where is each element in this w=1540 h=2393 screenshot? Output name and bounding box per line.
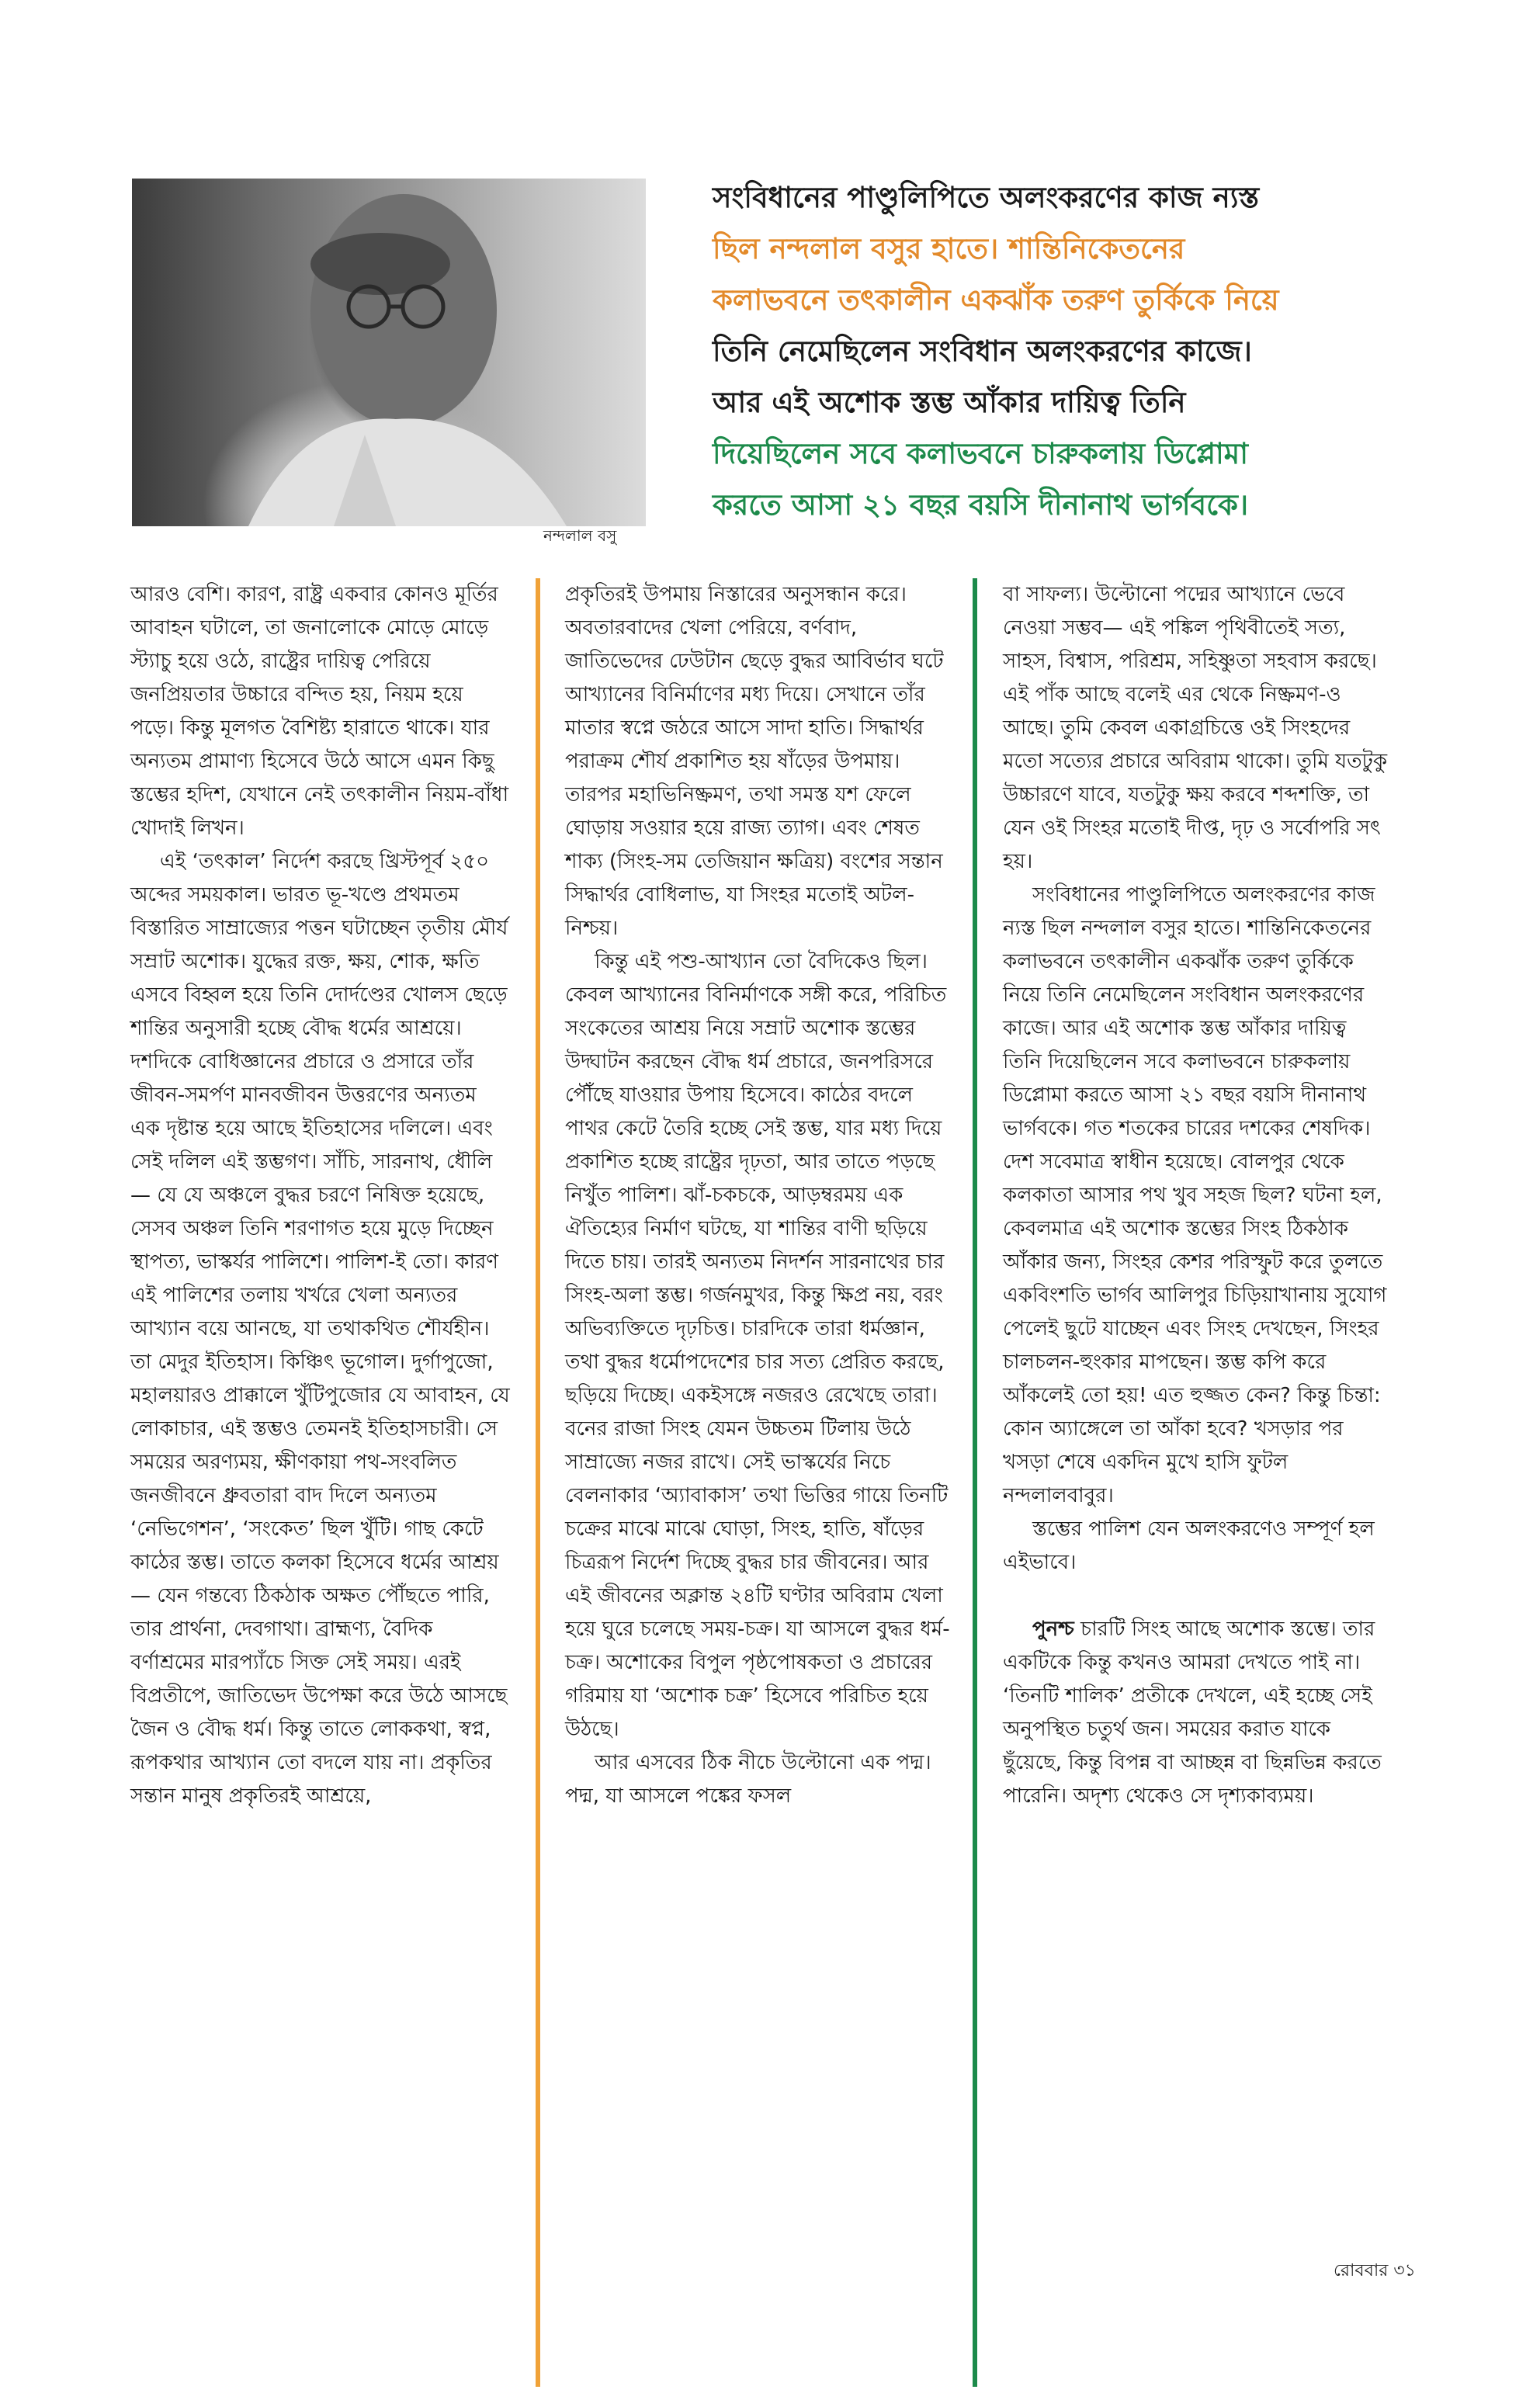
pull-quote-line: করতে আসা ২১ বছর বয়সি দীনানাথ ভার্গবকে।	[713, 488, 1249, 522]
postscript-lead: পুনশ্চ	[1032, 1618, 1074, 1641]
paragraph: কিন্তু এই পশু-আখ্যান তো বৈদিকেও ছিল। কেবল আখ্যানের বিনির্মাণকে সঙ্গী করে, পরিচিত সংকেতের আশ্রয় নিয়ে সম্রাট অশোক স্তম্ভের উদ্ঘাটন করছেন বৌদ্ধ ধর্ম প্রচারে, জনপরিসরে পৌঁছে যাওয়ার উপায় হিসেবে। কাঠের বদলে পাথর কেটে তৈরি হচ্ছে সেই স্তম্ভ, যার মধ্য দিয়ে প্রকাশিত হচ্ছে রাষ্ট্রের দৃঢ়তা, আর তাতে পড়ছে নিখুঁত পালিশ। ঝাঁ-চকচকে, আড়ম্বরময় এক ঐতিহ্যের নির্মাণ ঘটছে, যা শান্তির বাণী ছড়িয়ে দিতে চায়। তারই অন্যতম নিদর্শন সারনাথের চার সিংহ-অলা স্তম্ভ। গর্জনমুখর, কিন্তু ক্ষিপ্র নয়, বরং অভিব্যক্তিতে দৃঢ়চিত্ত। চারদিকে তারা ধর্মজ্ঞান, তথা বুদ্ধর ধর্মোপদেশের চার সত্য প্রেরিত করছে, ছড়িয়ে দিচ্ছে। একইসঙ্গে নজরও রেখেছে তারা। বনের রাজা সিংহ যেমন উচ্চতম টিলায় উঠে সাম্রাজ্যে নজর রাখে। সেই ভাস্কর্যের নিচে বেলনাকার ‘অ্যাবাকাস’ তথা ভিত্তির গায়ে তিনটি চক্রের মাঝে মাঝে ঘোড়া, সিংহ, হাতি, ষাঁড়ের চিত্ররূপ নির্দেশ দিচ্ছে বুদ্ধর চার জীবনের। আর এই জীবনের অক্লান্ত ২৪টি ঘণ্টার অবিরাম খেলা হয়ে ঘুরে চলেছে সময়-চক্র। যা আসলে বুদ্ধর ধর্ম-চক্র। অশোকের বিপুল পৃষ্ঠপোষকতা ও প্রচারের গরিমায় যা ‘অশোক চক্র’ হিসেবে পরিচিত হয়ে উঠছে।	[565, 950, 950, 1741]
paragraph: প্রকৃতিরই উপমায় নিস্তারের অনুসন্ধান করে। অবতারবাদের খেলা পেরিয়ে, বর্ণবাদ, জাতিভেদের ঢেউটান ছেড়ে বুদ্ধর আবির্ভাব ঘটে আখ্যানের বিনির্মাণের মধ্য দিয়ে। সেখানে তাঁর মাতার স্বপ্নে জঠরে আসে সাদা হাতি। সিদ্ধার্থর পরাক্রম শৌর্য প্রকাশিত হয় ষাঁড়ের উপমায়। তারপর মহাভিনিষ্ক্রমণ, তথা সমস্ত যশ ফেলে ঘোড়ায় সওয়ার হয়ে রাজ্য ত্যাগ। এবং শেষত শাক্য (সিংহ-সম তেজিয়ান ক্ষত্রিয়) বংশের সন্তান সিদ্ধার্থর বোধিলাভ, যা সিংহর মতোই অটল-নিশ্চয়।	[565, 583, 944, 940]
column-rule-green	[973, 578, 977, 2387]
paragraph: এই ‘তৎকাল’ নির্দেশ করছে খ্রিস্টপূর্ব ২৫০ অব্দের সময়কাল। ভারত ভূ-খণ্ডে প্রথমতম বিস্তারিত সাম্রাজ্যের পত্তন ঘটাচ্ছেন তৃতীয় মৌর্য সম্রাট অশোক। যুদ্ধের রক্ত, ক্ষয়, শোক, ক্ষতি এসবে বিহ্বল হয়ে তিনি দোর্দণ্ডের খোলস ছেড়ে শান্তির অনুসারী হচ্ছে বৌদ্ধ ধর্মের আশ্রয়ে। দশদিকে বোধিজ্ঞানের প্রচারে ও প্রসারে তাঁর জীবন-সমর্পণ মানবজীবন উত্তরণের অন্যতম এক দৃষ্টান্ত হয়ে আছে ইতিহাসের দলিলে। এবং সেই দলিল এই স্তম্ভগণ। সাঁচি, সারনাথ, ধৌলি— যে যে অঞ্চলে বুদ্ধর চরণে নিষিক্ত হয়েছে, সেসব অঞ্চল তিনি শরণাগত হয়ে মুড়ে দিচ্ছেন স্থাপত্য, ভাস্কর্যর পালিশে। পালিশ-ই তো। কারণ এই পালিশের তলায় খর্খরে খেলা অন্যতর আখ্যান বয়ে আনছে, যা তথাকথিত শৌর্যহীন। তা মেদুর ইতিহাস। কিঞ্চিৎ ভূগোল। দুর্গাপুজো, মহালয়ারও প্রাক্কালে খুঁটিপুজোর যে আবাহন, যে লোকাচার, এই স্তম্ভও তেমনই ইতিহাসচারী। সে সময়ের অরণ্যময়, ক্ষীণকায়া পথ-সংবলিত জনজীবনে ধ্রুবতারা বাদ দিলে অন্যতম ‘নেভিগেশন’, ‘সংকেত’ ছিল খুঁটি। গাছ কেটে কাঠের স্তম্ভ। তাতে কলকা হিসেবে ধর্মের আশ্রয়— যেন গন্তব্যে ঠিকঠাক অক্ষত পৌঁছতে পারি, তার প্রার্থনা, দেবগাথা। ব্রাহ্মণ্য, বৈদিক বর্ণাশ্রমের মারপ্যাঁচে সিক্ত সেই সময়। এরই বিপ্রতীপে, জাতিভেদ উপেক্ষা করে উঠে আসছে জৈন ও বৌদ্ধ ধর্ম। কিন্তু তাতে লোককথা, স্বপ্ন, রূপকথার আখ্যান তো বদলে যায় না। প্রকৃতির সন্তান মানুষ প্রকৃতিরই আশ্রয়ে,	[130, 850, 510, 1808]
paragraph: সংবিধানের পাণ্ডুলিপিতে অলংকরণের কাজ ন্যস্ত ছিল নন্দলাল বসুর হাতে। শান্তিনিকেতনের কলাভবনে তৎকালীন একঝাঁক তরুণ তুর্কিকে নিয়ে তিনি নেমেছিলেন সংবিধান অলংকরণের কাজে। আর এই অশোক স্তম্ভ আঁকার দায়িত্ব তিনি দিয়েছিলেন সবে কলাভবনে চারুকলায় ডিপ্লোমা করতে আসা ২১ বছর বয়সি দীনানাথ ভার্গবকে। গত শতকের চারের দশকের শেষদিক। দেশ সবেমাত্র স্বাধীন হয়েছে। বোলপুর থেকে কলকাতা আসার পথ খুব সহজ ছিল? ঘটনা হল, কেবলমাত্র এই অশোক স্তম্ভের সিংহ ঠিকঠাক আঁকার জন্য, সিংহর কেশর পরিস্ফুট করে তুলতে একবিংশতি ভার্গব আলিপুর চিড়িয়াখানায় সুযোগ পেলেই ছুটে যাচ্ছেন এবং সিংহ দেখছেন, সিংহর চালচলন-হুংকার মাপছেন। স্তম্ভ কপি করে আঁকলেই তো হয়! এত হুজ্জত কেন? কিন্তু চিন্তা: কোন অ্যাঙ্গেলে তা আঁকা হবে? খসড়ার পর খসড়া শেষে একদিন মুখে হাসি ফুটল নন্দলালবাবুর।	[1003, 883, 1387, 1507]
portrait-photo	[132, 179, 646, 526]
article-column-3	[1003, 578, 1391, 1813]
paragraph: স্তম্ভের পালিশ যেন অলংকরণেও সম্পূর্ণ হল এইভাবে।	[1003, 1517, 1375, 1574]
column-rule-orange	[536, 578, 540, 2387]
portrait-figure	[132, 179, 646, 526]
paragraph: আর এসবের ঠিক নীচে উল্টোনো এক পদ্ম। পদ্ম, যা আসলে পঙ্কের ফসল	[565, 1751, 931, 1808]
paragraph: বা সাফল্য। উল্টোনো পদ্মের আখ্যানে ভেবে নেওয়া সম্ভব— এই পঙ্কিল পৃথিবীতেই সত্য, সাহস, বিশ্বাস, পরিশ্রম, সহিষ্ণুতা সহবাস করছে। এই পাঁক আছে বলেই এর থেকে নিষ্ক্রমণ-ও আছে। তুমি কেবল একাগ্রচিত্তে ওই সিংহদের মতো সত্যের প্রচারে অবিরাম থাকো। তুমি যতটুকু উচ্চারণে যাবে, যতটুকু ক্ষয় করবে শব্দশক্তি, তা যেন ওই সিংহর মতোই দীপ্ত, দৃঢ় ও সর্বোপরি সৎ হয়।	[1003, 583, 1388, 873]
pull-quote-line: সংবিধানের পাণ্ডুলিপিতে অলংকরণের কাজ ন্যস্ত	[713, 181, 1260, 214]
article-column-2	[565, 578, 957, 1813]
postscript-text: চারটি সিংহ আছে অশোক স্তম্ভে। তার একটিকে কিন্তু কখনও আমরা দেখতে পাই না। ‘তিনটি শালিক’ প্রতীকে দেখলে, এই হচ্ছে সেই অনুপস্থিত চতুর্থ জন। সময়ের করাত যাকে ছুঁয়েছে, কিন্তু বিপন্ন বা আচ্ছন্ন বা ছিন্নভিন্ন করতে পারেনি। অদৃশ্য থেকেও সে দৃশ্যকাব্যময়।	[1003, 1618, 1382, 1808]
postscript-paragraph	[1003, 1613, 1391, 1813]
paragraph: আরও বেশি। কারণ, রাষ্ট্র একবার কোনও মূর্তির আবাহন ঘটালে, তা জনালোকে মোড়ে মোড়ে স্ট্যাচু হয়ে ওঠে, রাষ্ট্রের দায়িত্ব পেরিয়ে জনপ্রিয়তার উচ্চারে বন্দিত হয়, নিয়ম হয়ে পড়ে। কিন্তু মূলগত বৈশিষ্ট্য হারাতে থাকে। যার অন্যতম প্রামাণ্য হিসেবে উঠে আসে এমন কিছু স্তম্ভের হদিশ, যেখানে নেই তৎকালীন নিয়ম-বাঁধা খোদাই লিখন।	[130, 583, 509, 840]
pull-quote-line: আর এই অশোক স্তম্ভ আঁকার দায়িত্ব তিনি	[713, 386, 1186, 419]
pull-quote-line: তিনি নেমেছিলেন সংবিধান অলংকরণের কাজে।	[713, 335, 1252, 368]
pull-quote-line: ছিল নন্দলাল বসুর হাতে। শান্তিনিকেতনের	[713, 232, 1185, 265]
pull-quote-line: কলাভবনে তৎকালীন একঝাঁক তরুণ তুর্কিকে নিয়ে	[713, 283, 1279, 317]
page-folio: রোববার ৩১	[1334, 2261, 1416, 2280]
article-column-1	[130, 578, 511, 1813]
pull-quote	[713, 172, 1388, 531]
pull-quote-line: দিয়েছিলেন সবে কলাভবনে চারুকলায় ডিপ্লোমা	[713, 437, 1248, 470]
photo-caption: নন্দলাল বসু	[543, 526, 617, 545]
